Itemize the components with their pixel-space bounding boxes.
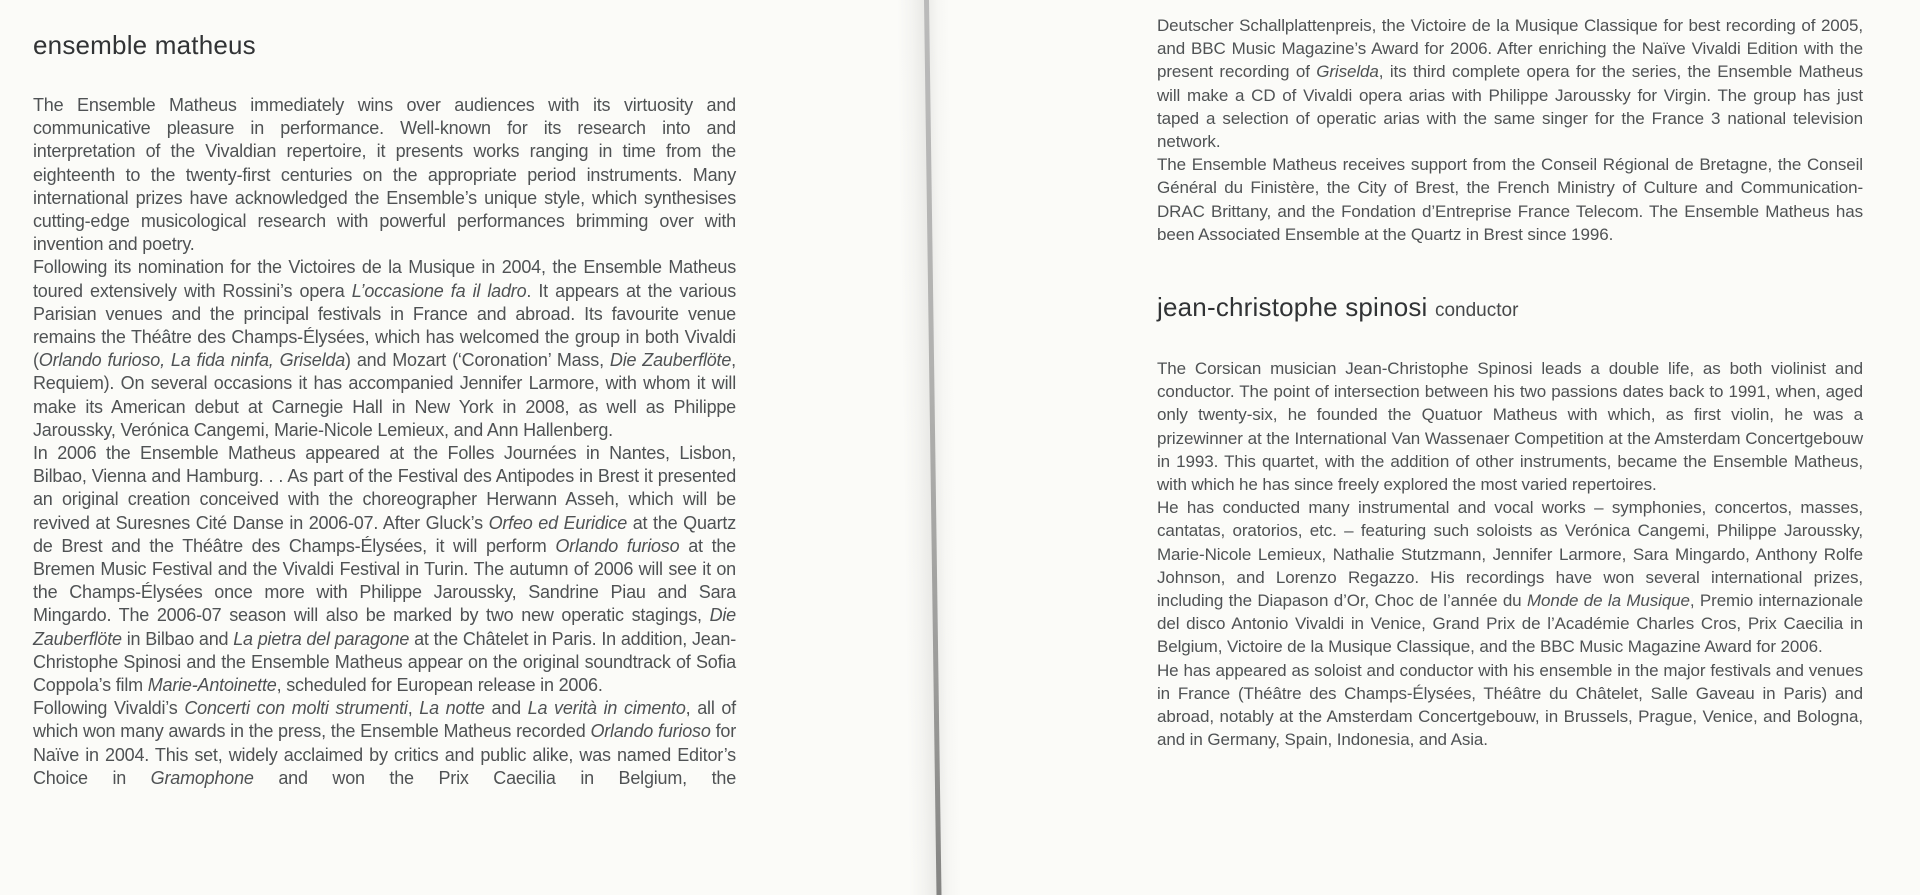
page-title-ensemble-matheus: ensemble matheus xyxy=(33,30,256,60)
right-page-top-body xyxy=(1157,14,1863,246)
bio-paragraph: He has conducted many instrumental and vocal works – symphonies, concertos, masses, cantatas, oratorios, etc. – featuring such soloists as Verónica Cangemi, Philippe Jaroussky, Marie-Nicole Lemieux, Nathalie Stutzmann, Jennifer Larmore, Sara Mingardo, Anthony Rolfe Johnson, and Lorenzo Regazzo. His recordings have won several international prizes, including the Diapason d’Or, Choc de l’année du Monde de la Musique, Premio internazionale del disco Antonio Vivaldi in Venice, Grand Prix de l’Académie Charles Cros, Prix Caecilia in Belgium, Victoire de la Musique Classique, and the BBC Music Magazine Award for 2006. xyxy=(1157,498,1863,657)
conductor-role-label: conductor xyxy=(1434,300,1519,322)
page-title-jean-christophe-spinosi xyxy=(1157,292,1863,323)
bio-paragraph: The Corsican musician Jean-Christophe Spinosi leads a double life, as both violinist and conductor. The point of intersection between his two passions dates back to 1991, when, aged only twenty-six, he founded the Quatuor Matheus with which, as first violin, he was a prizewinner at the International Van Wassenaer Competition at the Amsterdam Concertgebouw in 1993. This quartet, with the addition of other instruments, became the Ensemble Matheus, with which he has since freely explored the most varied repertoires. xyxy=(1157,359,1863,495)
bio-paragraph: Deutscher Schallplattenpreis, the Victoire de la Musique Classique for best recording of 2005, and BBC Music Magazine’s Award for 2006. After enriching the Naïve Vivaldi Edition with the present recording of Griselda, its third complete opera for the series, the Ensemble Matheus will make a CD of Vivaldi opera arias with Philippe Jaroussky for Virgin. The group has just taped a selection of operatic arias with the same singer for the France 3 national television network. xyxy=(1157,16,1863,152)
conductor-name: jean-christophe spinosi xyxy=(1157,292,1428,323)
left-page-body xyxy=(33,94,736,790)
right-page-bottom-body xyxy=(1157,357,1863,751)
bio-paragraph: The Ensemble Matheus receives support from the Conseil Régional de Bretagne, the Conseil Général du Finistère, the City of Brest, the French Ministry of Culture and Communication-DRAC Brittany, and the Fondation d’Entreprise France Telecom. The Ensemble Matheus has been Associated Ensemble at the Quartz in Brest since 1996. xyxy=(1157,155,1863,244)
bio-paragraph: Following its nomination for the Victoires de la Musique in 2004, the Ensemble Matheus toured extensively with Rossini’s opera L’occasione fa il ladro. It appears at the various Parisian venues and the principal festivals in France and abroad. Its favourite venue remains the Théâtre des Champs-Élysées, which has welcomed the group in both Vivaldi (Orlando furioso, La fida ninfa, Griselda) and Mozart (‘Coronation’ Mass, Die Zauberflöte, Requiem). On several occasions it has accompanied Jennifer Larmore, with whom it will make its American debut at Carnegie Hall in New York in 2008, as well as Philippe Jaroussky, Verónica Cangemi, Marie-Nicole Lemieux, and Ann Hallenberg. xyxy=(33,257,737,440)
bio-paragraph: The Ensemble Matheus immediately wins over audiences with its virtuosity and communicative pleasure in performance. Well-known for its research into and interpretation of the Vivaldian repertoire, it presents works ranging in time from the eighteenth to the twenty-first centuries on the appropriate period instruments. Many international prizes have acknowledged the Ensemble’s unique style, which synthesises cutting-edge musicological research with powerful performances brimming over with invention and poetry. xyxy=(33,95,736,255)
left-page xyxy=(33,30,736,790)
bio-paragraph: Following Vivaldi’s Concerti con molti strumenti, La notte and La verità in cimento, all of which won many awards in the press, the Ensemble Matheus recorded Orlando furioso for Naïve in 2004. This set, widely acclaimed by critics and public alike, was named Editor’s Choice in Gramophone and won the Prix Caecilia in Belgium, the xyxy=(33,698,736,788)
right-page xyxy=(1157,14,1863,751)
bio-paragraph: He has appeared as soloist and conductor with his ensemble in the major festivals and venues in France (Théâtre des Champs-Élysées, Théâtre du Châtelet, Salle Gaveau in Paris) and abroad, notably at the Amsterdam Concertgebouw, in Brussels, Prague, Venice, and Bologna, and in Germany, Spain, Indonesia, and Asia. xyxy=(1157,660,1863,750)
bio-paragraph: In 2006 the Ensemble Matheus appeared at the Folles Journées in Nantes, Lisbon, Bilbao, Vienna and Hamburg. . . As part of the Festival des Antipodes in Brest it presented an original creation conceived with the choreographer Herwann Asseh, which will be revived at Suresnes Cité Danse in 2006-07. After Gluck’s Orfeo ed Euridice at the Quartz de Brest and the Théâtre des Champs-Élysées, it will perform Orlando furioso at the Bremen Music Festival and the Vivaldi Festival in Turin. The autumn of 2006 will see it on the Champs-Élysées once more with Philippe Jaroussky, Sandrine Piau and Sara Mingardo. The 2006-07 season will also be marked by two new operatic stagings, Die Zauberflöte in Bilbao and La pietra del paragone at the Châtelet in Paris. In addition, Jean-Christophe Spinosi and the Ensemble Matheus appear on the original soundtrack of Sofia Coppola’s film Marie-Antoinette, scheduled for European release in 2006. xyxy=(33,443,736,696)
